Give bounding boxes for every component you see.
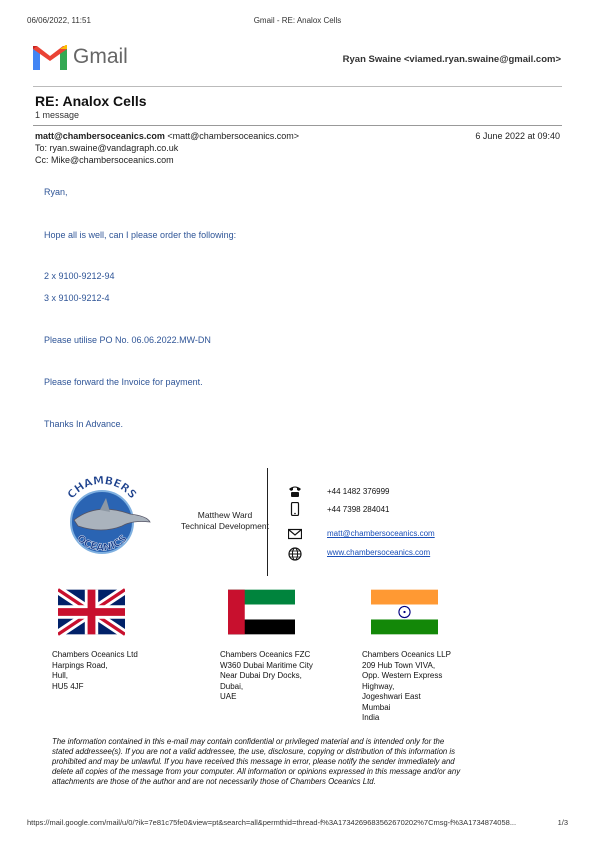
thread-subject: RE: Analox Cells [35,93,147,109]
office-address-india: Chambers Oceanics LLP 209 Hub Town VIVA, Opp. Western Express Highway, Jogeshwari East Mumbai India [362,650,451,722]
contact-email-link[interactable]: matt@chambersoceanics.com [327,529,435,538]
body-greeting: Ryan, [44,187,68,197]
body-line: Hope all is well, can I please order the following: [44,230,237,240]
body-thanks: Thanks In Advance. [44,419,124,429]
from-name: matt@chambersoceanics.com [35,131,165,141]
chambers-oceanics-logo [52,470,152,570]
logo-top-text: CHAMBERS [64,473,140,502]
india-flag [371,588,438,636]
account-label: Ryan Swaine <viamed.ryan.swaine@gmail.com> [342,54,561,65]
envelope-icon [288,527,302,541]
print-url: https://mail.google.com/mail/u/0/?ik=7e81c75fe0&view=pt&search=all&permthid=thread-f%3A1734269683562670202%7Cmsg-f%3A1734874058... [27,818,517,827]
email-disclaimer: The information contained in this e-mail may contain confidential or privileged material and is intended only for the stated addressee(s). If you are not a valid addressee, the use, disclosure, copying or distribution of this information is prohibited and may be unlawful. If you have received this message in error, please notify the sender immediately and delete all copies of the message from your computer. All information or opinions expressed in this message and/or any attachments are those of the author and are not necessarily those of Chambers Oceanics Ltd. [52,737,461,786]
order-item: 2 x 9100-9212-94 [44,271,115,281]
mobile-icon [288,502,302,516]
phone-icon [288,484,302,498]
contact-phone: +44 1482 376999 [327,487,390,496]
message-count: 1 message [35,110,80,120]
office-address-uae: Chambers Oceanics FZC W360 Dubai Maritime City Near Dubai Dry Docks, Dubai, UAE [220,650,313,701]
order-item: 3 x 9100-9212-4 [44,293,110,303]
contact-website-link[interactable]: www.chambersoceanics.com [327,548,431,557]
signature-name: Matthew Ward [197,510,253,520]
print-tab-title: Gmail - RE: Analox Cells [253,16,342,25]
message-from [35,131,299,141]
gmail-logo-text[interactable]: Gmail [73,45,128,68]
message-to: To: ryan.swaine@vandagraph.co.uk [35,143,179,153]
uk-flag [58,588,125,636]
body-invoice: Please forward the Invoice for payment. [44,377,203,387]
uae-flag [228,588,295,636]
signature-block [175,510,275,532]
office-address-uk: Chambers Oceanics Ltd Harpings Road, Hull, HU5 4JF [52,650,138,691]
print-page-number: 1/3 [557,818,568,827]
message-cc: Cc: Mike@chambersoceanics.com [35,155,174,165]
from-email: <matt@chambersoceanics.com> [167,131,300,141]
globe-icon [288,547,302,561]
signature-divider [267,468,268,576]
logo-bottom-text: OCEANICS [74,533,130,554]
header-divider [33,86,562,87]
body-po: Please utilise PO No. 06.06.2022.MW-DN [44,335,211,345]
gmail-m-icon[interactable] [33,45,67,70]
print-datetime: 06/06/2022, 11:51 [27,16,91,25]
message-date: 6 June 2022 at 09:40 [475,131,560,141]
signature-title: Technical Development [181,521,269,531]
subject-divider [33,125,562,126]
contact-mobile: +44 7398 284041 [327,505,390,514]
